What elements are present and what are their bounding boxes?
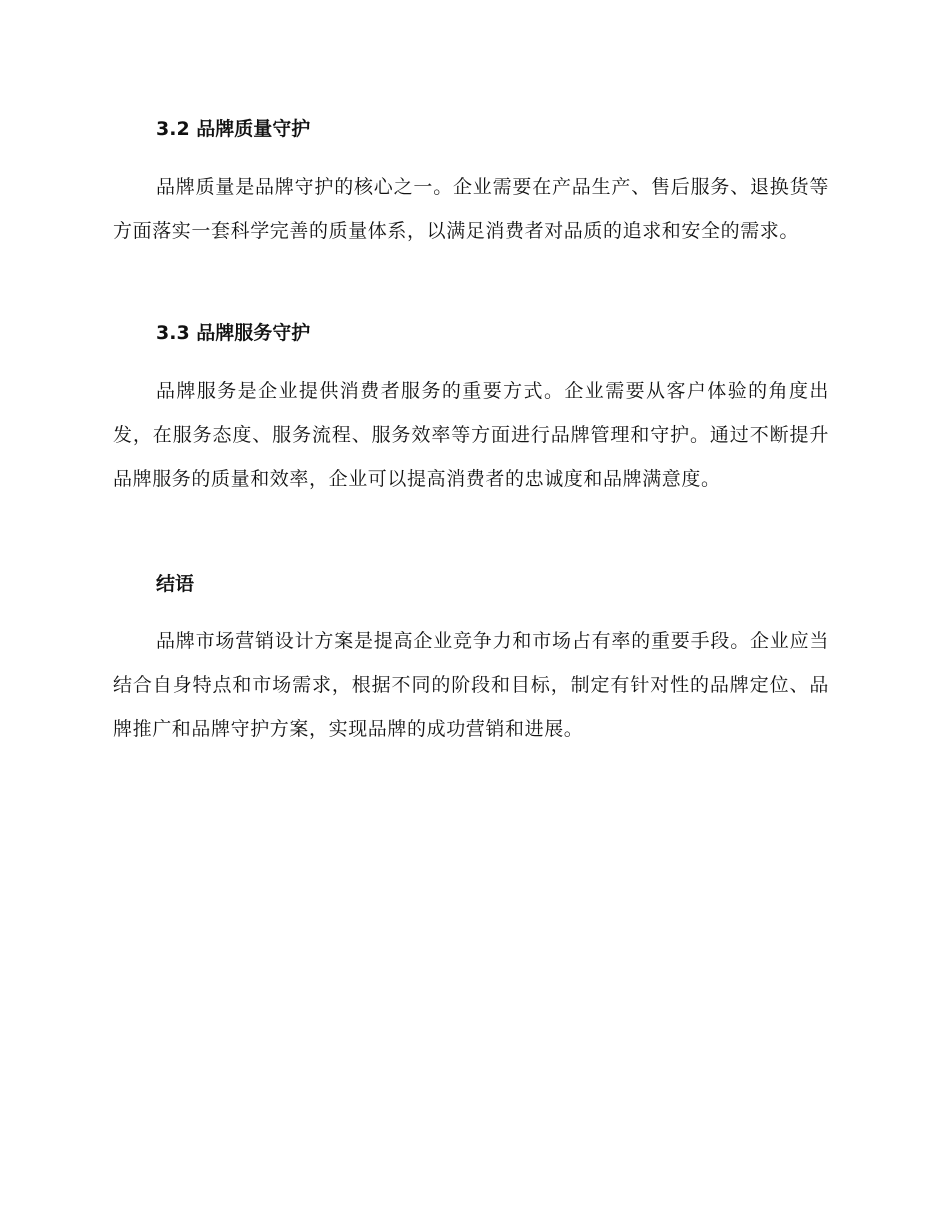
section-body-service [113, 369, 829, 501]
section-body-conclusion [113, 619, 829, 751]
paragraph-service: 品牌服务是企业提供消费者服务的重要方式。企业需要从客户体验的角度出发，在服务态度、服务流程、服务效率等方面进行品牌管理和守护。通过不断提升品牌服务的质量和效率，企业可以提高消费者的忠诚度和品牌满意度。 [113, 380, 829, 490]
section-body-quality [113, 165, 829, 253]
section-heading-conclusion: 结语 [156, 573, 195, 595]
section-heading-quality: 3.2 品牌质量守护 [156, 118, 311, 140]
paragraph-quality: 品牌质量是品牌守护的核心之一。企业需要在产品生产、售后服务、退换货等方面落实一套科学完善的质量体系，以满足消费者对品质的追求和安全的需求。 [113, 176, 829, 242]
paragraph-conclusion: 品牌市场营销设计方案是提高企业竞争力和市场占有率的重要手段。企业应当结合自身特点和市场需求，根据不同的阶段和目标，制定有针对性的品牌定位、品牌推广和品牌守护方案，实现品牌的成功营销和进展。 [113, 630, 829, 740]
section-heading-service: 3.3 品牌服务守护 [156, 322, 311, 344]
